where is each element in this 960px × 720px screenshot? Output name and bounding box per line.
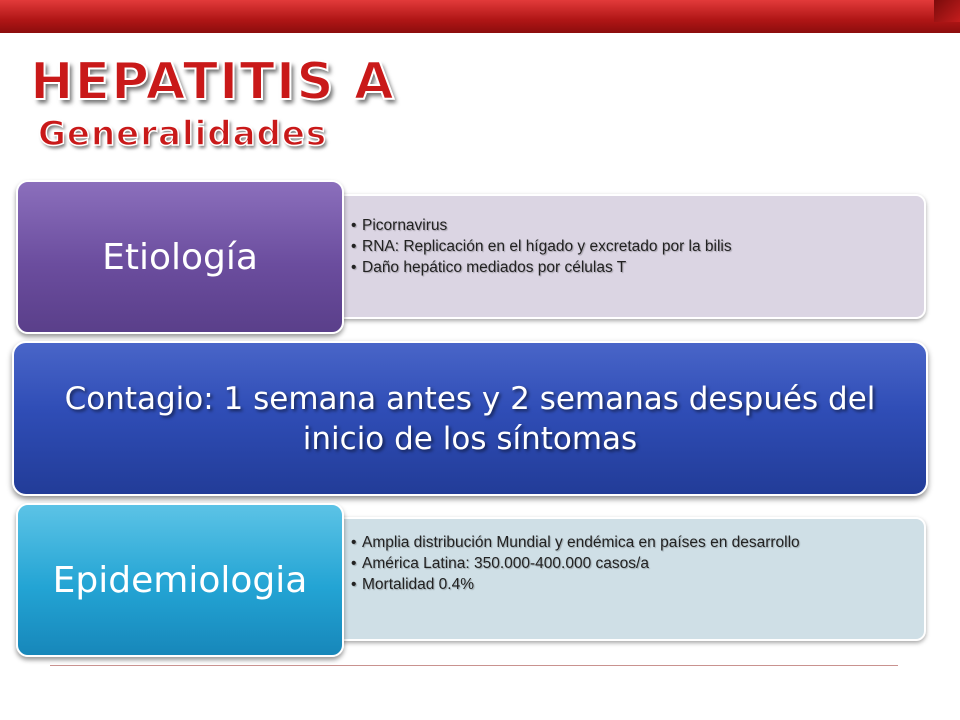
- header-bar: [0, 0, 960, 33]
- etiologia-bullet: • RNA: Replicación en el hígado y excretado por la bilis: [362, 238, 924, 256]
- epidemiologia-bullet: • América Latina: 350.000-400.000 casos/a: [362, 555, 854, 573]
- header-bar-corner: [934, 0, 960, 22]
- contagio-text: Contagio: 1 semana antes y 2 semanas después del inicio de los síntomas: [64, 380, 876, 457]
- epidemiologia-label: Epidemiologia: [52, 559, 308, 601]
- slide-subtitle: Generalidades: [38, 114, 328, 154]
- contagio-box: [12, 341, 928, 496]
- etiologia-label: Etiología: [102, 236, 258, 278]
- etiologia-bullet-list: [322, 196, 924, 277]
- epidemiologia-panel: [320, 517, 926, 641]
- etiologia-bullet: • Daño hepático mediados por células T: [362, 259, 924, 277]
- epidemiologia-bullet-list: [322, 519, 924, 594]
- etiologia-panel: [320, 194, 926, 319]
- epidemiologia-label-box: [16, 503, 344, 657]
- footer-divider: [50, 665, 898, 666]
- slide-title: HEPATITIS A: [30, 52, 396, 112]
- epidemiologia-bullet: • Amplia distribución Mundial y endémica en países en desarrollo: [362, 534, 854, 552]
- epidemiologia-bullet: • Mortalidad 0.4%: [362, 576, 854, 594]
- etiologia-bullet: • Picornavirus: [362, 217, 924, 235]
- etiologia-label-box: [16, 180, 344, 334]
